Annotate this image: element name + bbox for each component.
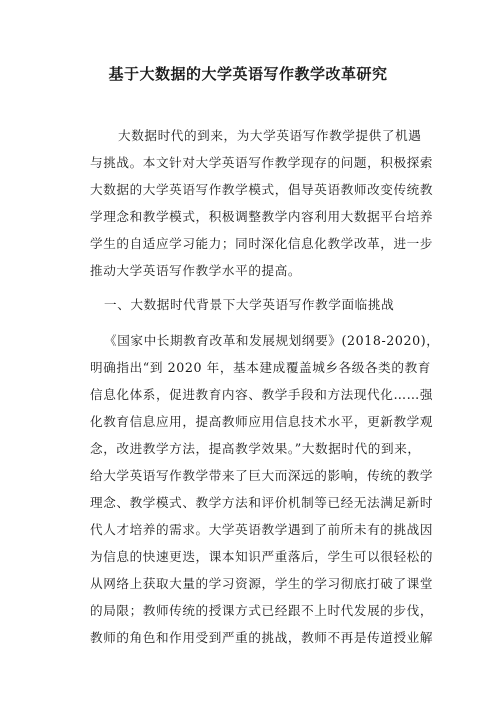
paragraph-line: 给大学英语写作教学带来了巨大而深远的影响，传统的教学	[90, 468, 434, 483]
section-heading: 一、大数据时代背景下大学英语写作教学面临挑战	[104, 297, 395, 312]
document-title: 基于大数据的大学英语写作教学改革研究	[108, 65, 388, 83]
paragraph-line: 念，改进教学方法，提高教学效果。”大数据时代的到来，	[90, 441, 421, 456]
paragraph-line: 的局限；教师传统的授课方式已经跟不上时代发展的步伐，	[90, 603, 434, 618]
paragraph-line: 教师的角色和作用受到严重的挑战，教师不再是传道授业解	[90, 630, 434, 645]
paragraph-line: 《国家中长期教育改革和发展规划纲要》(2018-2020)，	[104, 333, 440, 348]
paragraph-line: 代人才培养的需求。大学英语教学遇到了前所未有的挑战因	[90, 522, 434, 537]
paragraph-line: 理念、教学模式、教学方法和评价机制等已经无法满足新时	[90, 495, 434, 510]
paragraph-line: 信息化体系，促进教育内容、教学手段和方法现代化……强	[90, 387, 434, 402]
paragraph-line: 化教育信息应用，提高教师应用信息技术水平，更新教学观	[90, 414, 434, 429]
paragraph-line: 学理念和教学模式，积极调整教学内容利用大数据平台培养	[90, 209, 434, 224]
paragraph-line: 大数据时代的到来，为大学英语写作教学提供了机遇	[118, 128, 422, 143]
paragraph-line: 大数据的大学英语写作教学模式，倡导英语教师改变传统教	[90, 182, 434, 197]
paragraph-line: 为信息的快速更迭，课本知识严重落后，学生可以很轻松的	[90, 549, 434, 564]
paragraph-line: 学生的自适应学习能力；同时深化信息化教学改革，进一步	[90, 236, 434, 251]
paragraph-line: 明确指出“到 2020 年，基本建成覆盖城乡各级各类的教育	[90, 360, 431, 375]
paragraph-line: 推动大学英语写作教学水平的提高。	[90, 263, 302, 278]
paragraph-line: 从网络上获取大量的学习资源，学生的学习彻底打破了课堂	[90, 576, 434, 591]
paragraph-line: 与挑战。本文针对大学英语写作教学现存的问题，积极探索	[90, 155, 434, 170]
